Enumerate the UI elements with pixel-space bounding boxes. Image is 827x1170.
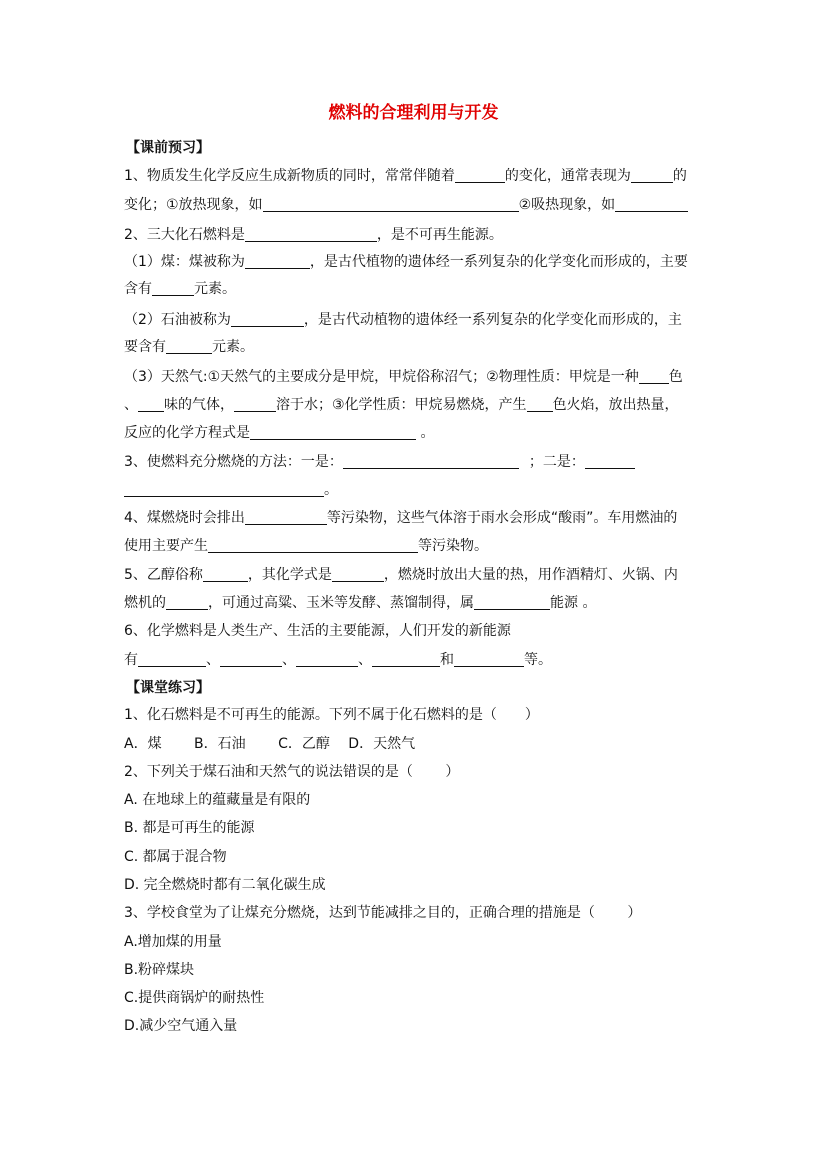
question-2: 2、下列关于煤石油和天然气的说法错误的是（ ）	[124, 764, 460, 780]
question-3-option-a: A.增加煤的用量	[124, 934, 222, 950]
blank[interactable]	[527, 396, 553, 412]
blank[interactable]	[208, 537, 418, 553]
blank[interactable]	[454, 651, 524, 667]
question-1: 1、化石燃料是不可再生的能源。下列不属于化石燃料的是（ ）	[124, 707, 539, 723]
blank[interactable]	[203, 566, 248, 582]
blank[interactable]	[639, 368, 669, 384]
blank[interactable]	[124, 481, 324, 497]
blank[interactable]	[455, 167, 505, 183]
question-1-options: A．煤 B．石油 C．乙醇 D．天然气	[124, 736, 416, 752]
text-line-15: 5、乙醇俗称 ，其化学式是 ，燃烧时放出大量的热，用作酒精灯、火锅、内	[124, 567, 678, 583]
text-line-13: 4、煤燃烧时会排出 等污染物，这些气体溶于雨水会形成“酸雨”。车用燃油的	[124, 510, 678, 526]
blank[interactable]	[166, 594, 208, 610]
text-line-18: 有 、 、 、 和 等。	[124, 652, 552, 668]
section-heading-preview: 【课前预习】	[126, 140, 210, 156]
text-line-10: 反应的化学方程式是 。	[124, 425, 435, 441]
question-2-option-d: D. 完全燃烧时都有二氧化碳生成	[124, 877, 326, 893]
blank[interactable]	[138, 651, 206, 667]
blank[interactable]	[615, 196, 688, 212]
blank[interactable]	[585, 453, 635, 469]
blank[interactable]	[343, 453, 519, 469]
blank[interactable]	[372, 651, 440, 667]
question-3-option-d: D.减少空气通入量	[124, 1018, 238, 1034]
blank[interactable]	[474, 594, 550, 610]
blank[interactable]	[631, 167, 673, 183]
blank[interactable]	[250, 424, 416, 440]
text-line-7: 要含有 元素。	[124, 339, 254, 355]
blank[interactable]	[234, 396, 276, 412]
text-line-11: 3、使燃料充分燃烧的方法：一是： ；二是：	[124, 452, 635, 472]
blank[interactable]	[220, 651, 282, 667]
text-line-8: （3）天然气:①天然气的主要成分是甲烷，甲烷俗称沼气；②物理性质：甲烷是一种 色	[124, 369, 683, 385]
text-line-9: 、 味的气体， 溶于水；③化学性质：甲烷易燃烧，产生 色火焰，放出热量，	[124, 397, 679, 413]
text-line-14: 使用主要产生 等污染物。	[124, 538, 488, 554]
blank[interactable]	[152, 280, 194, 296]
page-title: 燃料的合理利用与开发	[328, 103, 499, 123]
text-line-16: 燃机的 ，可通过高粱、玉米等发酵、蒸馏制得，属 能源 。	[124, 595, 597, 611]
question-2-option-c: C. 都属于混合物	[124, 849, 227, 865]
text-line-3: 2、三大化石燃料是 ，是不可再生能源。	[124, 227, 503, 243]
blank[interactable]	[245, 253, 310, 269]
text-line-2: 变化；①放热现象，如 ②吸热现象，如	[124, 195, 688, 215]
question-3: 3、学校食堂为了让煤充分燃烧，达到节能减排之目的，正确合理的措施是（ ）	[124, 905, 642, 921]
question-2-option-a: A. 在地球上的蕴藏量是有限的	[124, 792, 311, 808]
question-2-option-b: B. 都是可再生的能源	[124, 820, 255, 836]
text-line-6: （2）石油被称为 ，是古代动植物的遗体经一系列复杂的化学变化而形成的，主	[124, 312, 682, 328]
section-heading-practice: 【课堂练习】	[126, 680, 210, 696]
blank[interactable]	[166, 338, 212, 354]
blank[interactable]	[296, 651, 358, 667]
text-line-4: （1）煤：煤被称为 ，是古代植物的遗体经一系列复杂的化学变化而形成的，主要	[124, 254, 688, 270]
text-line-5: 含有 元素。	[124, 281, 236, 297]
question-3-option-c: C.提供商锅炉的耐热性	[124, 990, 265, 1006]
text-line-12: 。	[124, 480, 338, 500]
blank[interactable]	[231, 311, 304, 327]
blank[interactable]	[332, 566, 384, 582]
text-line-17: 6、化学燃料是人类生产、生活的主要能源，人们开发的新能源	[124, 623, 511, 639]
blank[interactable]	[138, 396, 164, 412]
blank[interactable]	[263, 196, 519, 212]
blank[interactable]	[245, 226, 377, 242]
text-line-1: 1、物质发生化学反应生成新物质的同时，常常伴随着 的变化，通常表现为 的	[124, 168, 687, 184]
blank[interactable]	[245, 509, 327, 525]
question-3-option-b: B.粉碎煤块	[124, 962, 195, 978]
